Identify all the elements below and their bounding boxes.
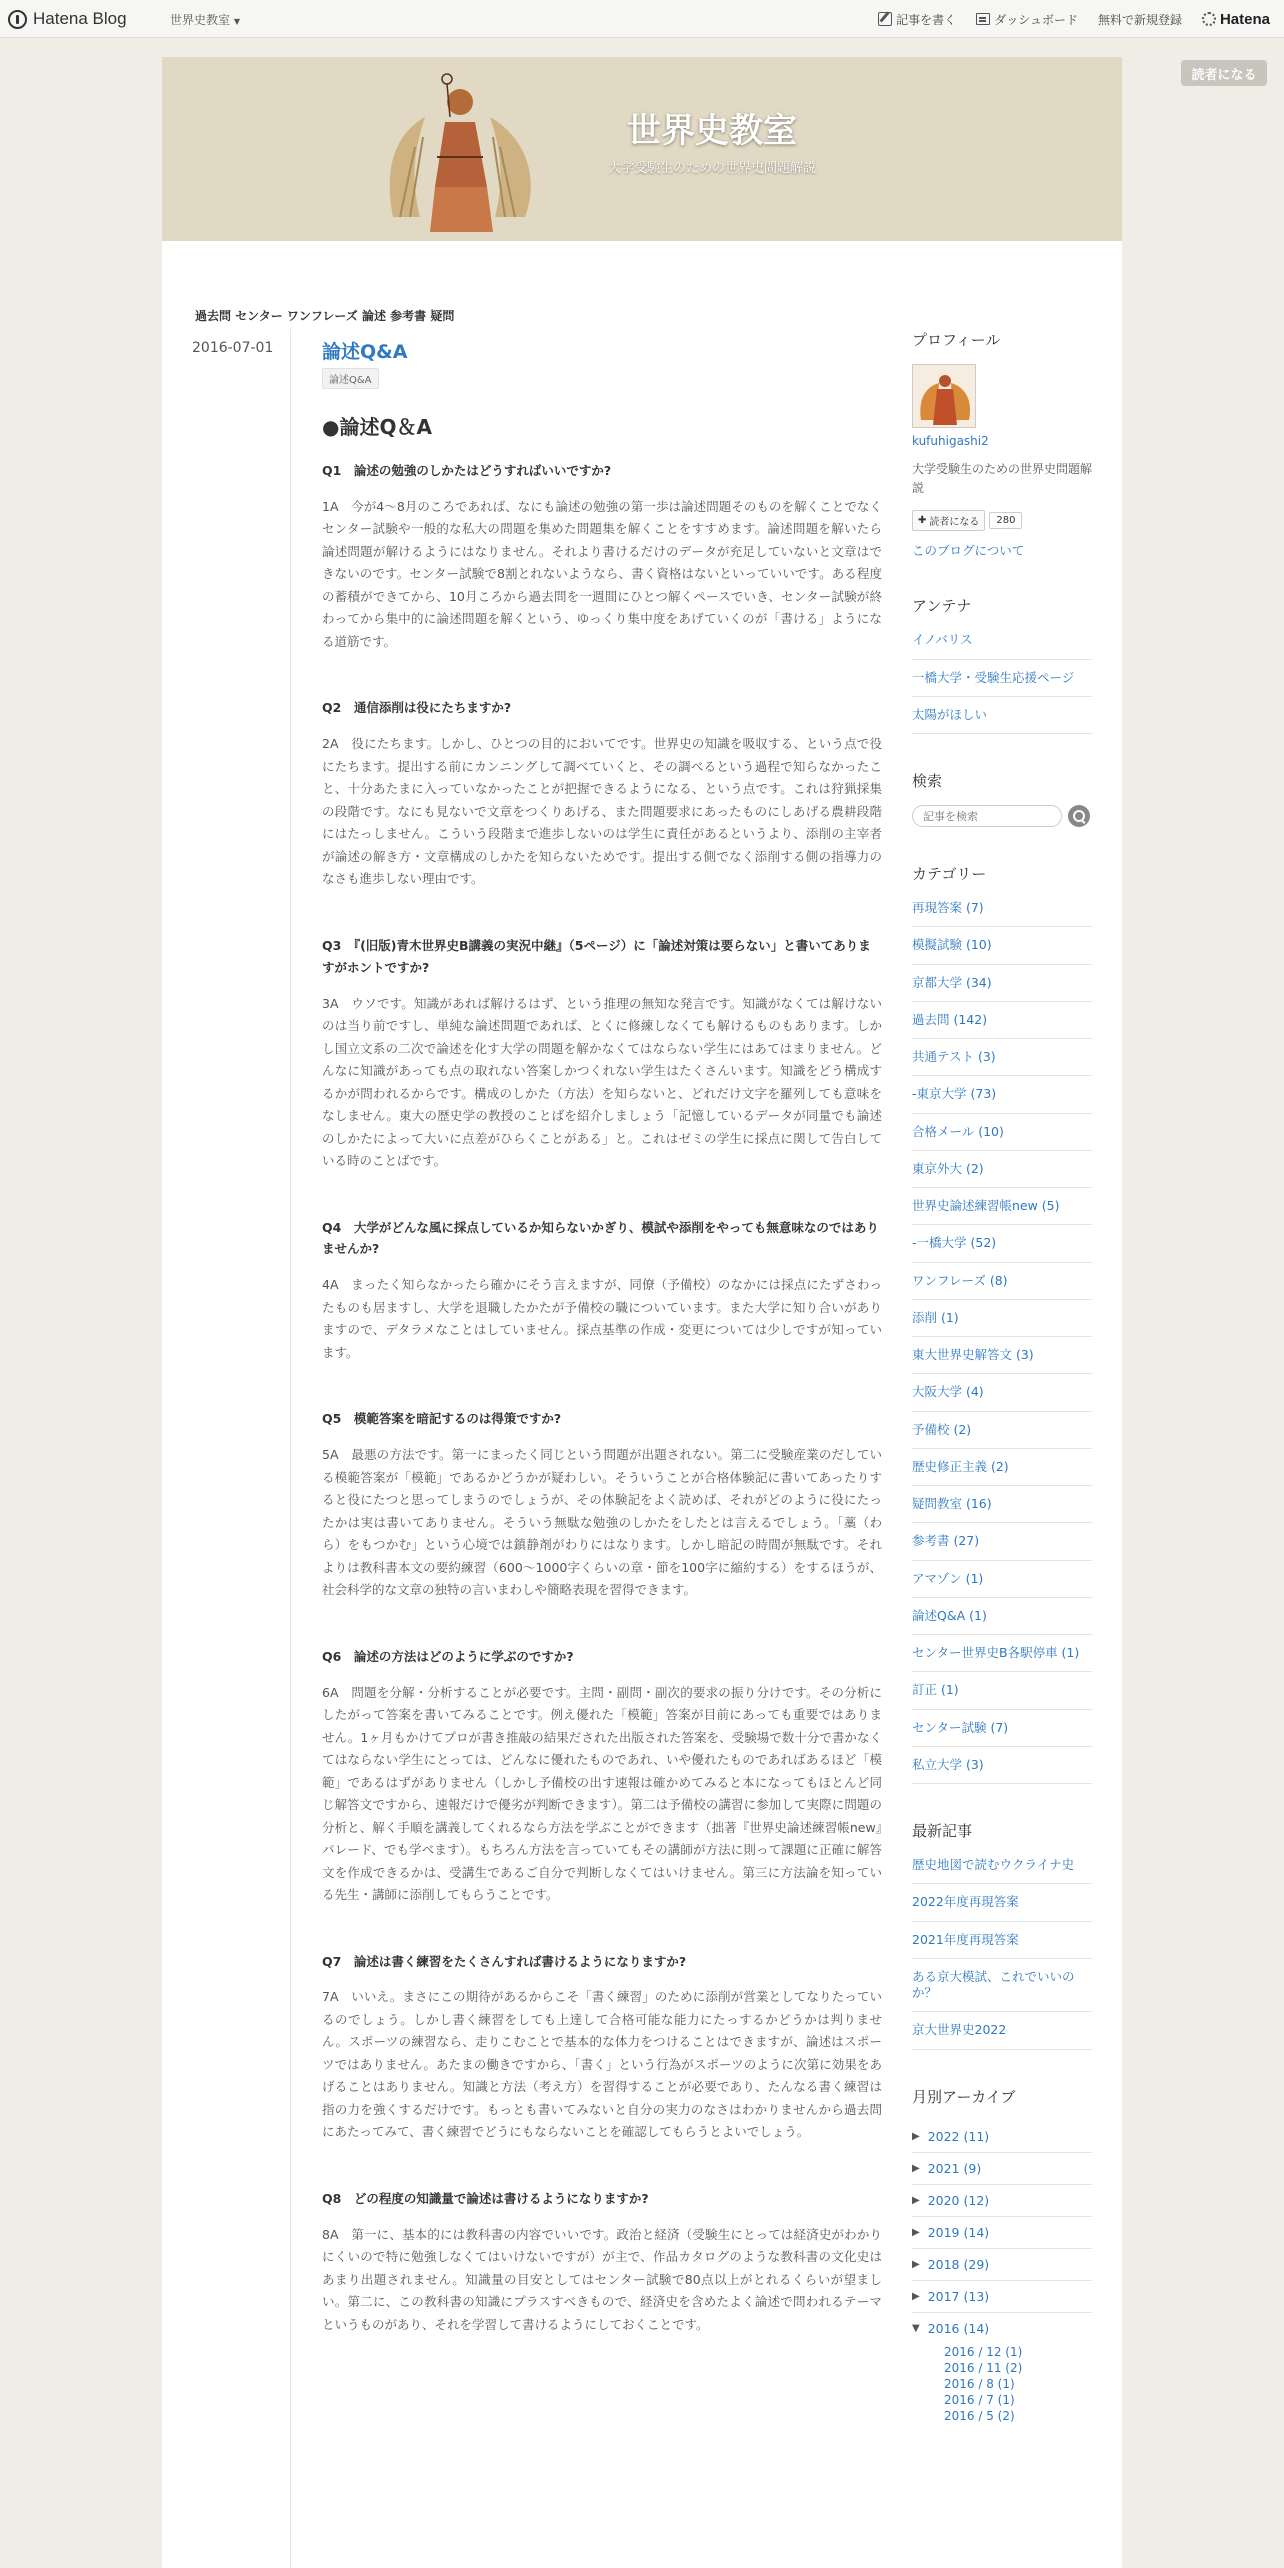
category-link[interactable]: センター世界史B各駅停車 (1) bbox=[912, 1635, 1092, 1672]
category-module bbox=[912, 863, 1092, 1784]
archive-year-link[interactable]: 2019 (14) bbox=[927, 2224, 990, 2240]
caret-down-icon: ▼ bbox=[233, 17, 240, 26]
category-link[interactable]: 添削 (1) bbox=[912, 1300, 1092, 1337]
collapse-toggle-icon[interactable]: ▼ bbox=[912, 2322, 920, 2334]
search-title: 検索 bbox=[912, 772, 943, 791]
archive-year-link[interactable]: 2021 (9) bbox=[927, 2160, 982, 2176]
question: Q6 論述の方法はどのように学ぶのですか? bbox=[322, 1648, 574, 1664]
entry-title[interactable]: 論述Q&A bbox=[322, 341, 408, 363]
archive-year-link[interactable]: 2018 (29) bbox=[927, 2256, 990, 2272]
archive-year[interactable] bbox=[912, 2217, 1092, 2249]
avatar[interactable] bbox=[912, 364, 976, 428]
entry-category-tag[interactable]: 論述Q&A bbox=[322, 368, 379, 389]
answer: 3A ウソです。知識があれば解けるはず、という推理の無知な発言です。知識がなくては解けないのは当り前ですし、単純な論述問題であれば、とくに修練しなくても解けるものもあります。しかし国立文系の二次で論述を化す大学の問題を解かなくてはならない学生にはあてはまりません。どんなに知識があっても点の取れない答案しかつくれない学生はたくさんいます。知識をどう構成するかが問われるからです。構成のしかた（方法）を知らないと、どれだけ文字を羅列しても意味をなしません。東大の歴史学の教授のことばを紹介しましょう「記憶しているデータが同量でも論述のしかたによって大いに点差がひらくことがある」と。これはゼミの学生に採点に関して告白している時のことばです。 bbox=[322, 995, 882, 1168]
sidebar bbox=[912, 329, 1092, 2460]
archive-month-link[interactable]: 2016 / 12 (1) bbox=[944, 2344, 1023, 2359]
hatena-blog-logo-icon bbox=[8, 10, 27, 29]
archive-module bbox=[912, 2086, 1092, 2424]
category-link[interactable]: 東大世界史解答文 (3) bbox=[912, 1337, 1092, 1374]
answer: 7A いいえ。まさにこの期待があるからこそ「書く練習」のために添削が営業としてなりたっているのでしょう。しかし書く練習をしても上達して合格可能な能力にたっするかどうかは判りません。スポーツの練習なら、走りこむことで基本的な体力をつけることはできますが、論述はスポーツではありません。あたまの働きですから、「書く」という行為がスポーツのように次第に効果をあげることはありません。知識と方法（考え方）を習得することが必要であり、たんなる書く練習は指の力を強くするだけです。もっとも書いてみないと自分の実力のなさはわかりませんから過去問にあたってみて、書く練習でどうにもならないことを確認してもらうとよいでしょう。 bbox=[322, 1989, 882, 2140]
category-link[interactable]: センター試験 (7) bbox=[912, 1710, 1092, 1747]
category-link[interactable]: 私立大学 (3) bbox=[912, 1747, 1092, 1784]
antenna-link[interactable]: 一橋大学・受験生応援ページ bbox=[912, 660, 1092, 697]
category-title: カテゴリー bbox=[912, 865, 987, 884]
hatena-menu[interactable] bbox=[1202, 11, 1270, 28]
archive-year[interactable] bbox=[912, 2313, 1092, 2344]
avatar-illustration bbox=[913, 365, 976, 428]
category-link[interactable]: 予備校 (2) bbox=[912, 1412, 1092, 1449]
recent-entry-link[interactable]: 歴史地図で読むウクライナ史 bbox=[912, 1855, 1092, 1884]
answer: 8A 第一に、基本的には教科書の内容でいいです。政治と経済（受験生にとっては経済史がわかりにくいので特に勉強しなくてはいけないですが）が主で、作品カタログのような教科書の文化史はあまり出題されません。知識量の目安としてはセンター試験で80点以上がとれるくらいが望ましい。第二に、この教科書の知識にプラスすべきもので、経済史を含めたよく論述で問われるテーマというものがあり、それを学習して書けるようにしておくことです。 bbox=[322, 2226, 882, 2332]
expand-toggle-icon[interactable]: ▶ bbox=[912, 2130, 920, 2142]
category-link[interactable]: 東京外大 (2) bbox=[912, 1151, 1092, 1188]
archive-year[interactable] bbox=[912, 2249, 1092, 2281]
category-link[interactable]: 京都大学 (34) bbox=[912, 965, 1092, 1002]
category-link[interactable]: -一橋大学 (52) bbox=[912, 1225, 1092, 1262]
profile-name[interactable]: kufuhigashi2 bbox=[912, 434, 989, 448]
expand-toggle-icon[interactable]: ▶ bbox=[912, 2194, 920, 2206]
category-link[interactable]: 訂正 (1) bbox=[912, 1672, 1092, 1709]
hatena-blog-logo[interactable] bbox=[8, 7, 127, 31]
profile-follow-button[interactable] bbox=[912, 510, 985, 531]
archive-month-link[interactable]: 2016 / 11 (2) bbox=[944, 2360, 1023, 2375]
archive-year-link[interactable]: 2020 (12) bbox=[927, 2192, 990, 2208]
search-module bbox=[912, 770, 1092, 827]
dashboard-link[interactable] bbox=[976, 11, 1078, 28]
question: Q5 模範答案を暗記するのは得策ですか? bbox=[322, 1411, 562, 1427]
answer: 4A まったく知らなかったら確かにそう言えますが、同僚（予備校）のなかには採点にたずさわったものも居ますし、大学を退職したかたが予備校の職についています。また大学に知り合いがありますので、デタラメなことはしていません。採点基準の作成・変更については少しですが知っています。 bbox=[322, 1277, 882, 1360]
signup-label: 無料で新規登録 bbox=[1097, 12, 1182, 27]
archive-title: 月別アーカイブ bbox=[912, 2087, 1016, 2106]
recent-title: 最新記事 bbox=[912, 1822, 973, 1841]
blog-selector-label: 世界史教室 bbox=[170, 13, 231, 27]
write-entry-link[interactable] bbox=[878, 11, 956, 28]
archive-year[interactable] bbox=[912, 2153, 1092, 2185]
blog-description: 大学受験生のための世界史問題解説 bbox=[607, 161, 816, 176]
profile-follow-label: 読者になる bbox=[929, 517, 980, 529]
archive-month-link[interactable]: 2016 / 8 (1) bbox=[944, 2376, 1015, 2391]
entry-date[interactable]: 2016-07-01 bbox=[192, 340, 274, 356]
expand-toggle-icon[interactable]: ▶ bbox=[912, 2290, 920, 2302]
profile-module bbox=[912, 329, 1092, 559]
answer: 5A 最悪の方法です。第一にまったく同じという問題が出題されない。第二に受験産業のだしている模範答案が「模範」であるかどうかが疑わしい。そういうことが合格体験記に書いてあったりすると役にたつと思ってしまうのでしょうが、その体験記をよく読めば、それがどのように役にたったかは実は書いてありません。そういう無駄な勉強のしかたをしたとは言えるでしょう。「藁（わら）をもつかむ」という心境では鎮静剤がわりにはなります。しかし暗記の時間が無駄です。それよりは教科書本文の要約練習（600〜1000字くらいの章・節を100字に縮約する）をするほうが、社会科学的な文章の独特の言いまわしや簡略表現を習得できます。 bbox=[322, 1447, 882, 1598]
category-link[interactable]: 再現答案 (7) bbox=[912, 898, 1092, 927]
category-link[interactable]: ワンフレーズ (8) bbox=[912, 1263, 1092, 1300]
signup-link[interactable] bbox=[1098, 11, 1182, 28]
blog-banner[interactable] bbox=[162, 57, 1122, 241]
expand-toggle-icon[interactable]: ▶ bbox=[912, 2226, 920, 2238]
category-link[interactable]: 世界史論述練習帳new (5) bbox=[912, 1188, 1092, 1225]
category-link[interactable]: -東京大学 (73) bbox=[912, 1076, 1092, 1113]
category-link[interactable]: 模擬試験 (10) bbox=[912, 927, 1092, 964]
archive-year-link[interactable]: 2016 (14) bbox=[927, 2320, 990, 2336]
expand-toggle-icon[interactable]: ▶ bbox=[912, 2162, 920, 2174]
search-icon[interactable] bbox=[1068, 805, 1090, 827]
question: Q1 論述の勉強のしかたはどうすればいいですか? bbox=[322, 463, 612, 478]
question: Q8 どの程度の知識量で論述は書けるようになりますか? bbox=[322, 2190, 649, 2206]
blog-selector[interactable] bbox=[170, 11, 240, 28]
archive-year-link[interactable]: 2017 (13) bbox=[927, 2288, 990, 2304]
profile-description: 大学受験生のための世界史問題解説 bbox=[912, 462, 1093, 496]
answer: 6A 問題を分解・分析することが必要です。主問・副問・副次的要求の振り分けです。その分析にしたがって答案を書いてみることです。例え優れた「模範」答案が目前にあっても重要ではありません。1ヶ月もかけてプロが書き推敲の結果だされた出版された答案を、受験場で数十分で書かなくてはならない学生にとっては、どんなに優れたものであれ、いや優れたものであればあるほど「模範」であるはずがありません（しかし予備校の出す速報は確かめてみると本になってもほとんど同じ解答文ですから、速報だけで優劣が判断できます）。第二は予備校の講習に参加して実際に問題の分析と、解く手順を講義してくれるなら方法を学ぶことができます（拙著『世界史論述練習帳new』パレード、でも学べます）。もちろん方法を言っていてもその講師が方法に則って課題に正確に解答文を作成できるかは、受講生であるご自分で判断しなくてはいけません。第三に方法論を知っている先生・講師に添削してもらうことです。 bbox=[322, 1684, 882, 1902]
date-divider bbox=[290, 329, 291, 2568]
question: Q7 論述は書く練習をたくさんすれば書けるようになりますか? bbox=[322, 1953, 687, 1969]
category-link[interactable]: 論述Q&A (1) bbox=[912, 1598, 1092, 1635]
category-link[interactable]: 疑問教室 (16) bbox=[912, 1486, 1092, 1523]
search-input[interactable] bbox=[912, 805, 1062, 827]
recent-entry-link[interactable]: 京大世界史2022 bbox=[912, 2012, 1092, 2049]
answer: 1A 今が4〜8月のころであれば、なにも論述の勉強の第一歩は論述問題そのものを解くことでなくセンター試験や一般的な私大の問題を集めた問題集を解くことをすすめます。論述問題を解いたら論述問題が解けるようにはなりません。それより書けるだけのデータが充足していないと文章はできないのです。センター試験で8割とれないようなら、書く資格はないといっていいです。ある程度の蓄積ができてから、10月ころから過去問を一週間にひとつ解くペースでいき、センター試験が終わってから集中的に論述問題を解くという、ゆっくり集中度をあげていくのが「書ける」ようになる道筋です。 bbox=[322, 498, 882, 649]
plus-icon: ✚ bbox=[918, 515, 927, 527]
archive-year[interactable] bbox=[912, 2185, 1092, 2217]
question: Q2 通信添削は役にたちますか? bbox=[322, 700, 512, 716]
category-link[interactable]: 大阪大学 (4) bbox=[912, 1374, 1092, 1411]
entry-article bbox=[322, 337, 882, 2380]
archive-month-link[interactable]: 2016 / 7 (1) bbox=[944, 2392, 1015, 2407]
follower-count[interactable]: 280 bbox=[989, 512, 1022, 529]
category-line[interactable]: 過去問 センター ワンフレーズ 論述 参考書 疑問 bbox=[195, 309, 455, 323]
follow-button-top[interactable]: 読者になる bbox=[1181, 60, 1267, 86]
banner-illustration bbox=[375, 67, 545, 241]
entry-heading: ●論述Q＆A bbox=[322, 415, 432, 439]
category-link[interactable]: アマゾン (1) bbox=[912, 1561, 1092, 1598]
hatena-label: Hatena bbox=[1219, 10, 1270, 28]
category-link[interactable]: 過去問 (142) bbox=[912, 1002, 1092, 1039]
antenna-link[interactable]: 太陽がほしい bbox=[912, 697, 1092, 734]
profile-title: プロフィール bbox=[912, 331, 1001, 349]
dashboard-icon bbox=[976, 13, 990, 25]
dashboard-label: ダッシュボード bbox=[994, 12, 1078, 27]
question: Q3 『(旧版)青木世界史B講義の実況中継』（5ページ）に「論述対策は要らない」と書いてありますがホントですか? bbox=[322, 937, 871, 975]
recent-entries-module bbox=[912, 1820, 1092, 2050]
antenna-link[interactable]: イノバリス bbox=[912, 630, 1092, 659]
category-link[interactable]: 歴史修正主義 (2) bbox=[912, 1449, 1092, 1486]
recent-entry-link[interactable]: 2022年度再現答案 bbox=[912, 1884, 1092, 1921]
recent-entry-link[interactable]: 2021年度再現答案 bbox=[912, 1922, 1092, 1959]
antenna-title: アンテナ bbox=[912, 597, 972, 616]
expand-toggle-icon[interactable]: ▶ bbox=[912, 2258, 920, 2270]
category-link[interactable]: 合格メール (10) bbox=[912, 1114, 1092, 1151]
archive-year[interactable] bbox=[912, 2121, 1092, 2153]
content-area bbox=[162, 241, 1122, 2568]
category-link[interactable]: 共通テスト (3) bbox=[912, 1039, 1092, 1076]
category-link[interactable]: 参考書 (27) bbox=[912, 1523, 1092, 1560]
blog-title[interactable]: 世界史教室 bbox=[627, 111, 797, 151]
hatena-gear-icon bbox=[1202, 12, 1216, 26]
archive-year-link[interactable]: 2022 (11) bbox=[927, 2128, 990, 2144]
question: Q4 大学がどんな風に採点しているか知らないかぎり、模試や添削をやっても無意味なのではありませんか? bbox=[322, 1219, 879, 1257]
antenna-module bbox=[912, 595, 1092, 734]
about-blog-link[interactable]: このブログについて bbox=[912, 543, 1025, 559]
answer: 2A 役にたちます。しかし、ひとつの目的においてです。世界史の知識を吸収する、という点で役にたちます。提出する前にカンニングして調べていくと、その調べるという過程で知らなかったこと、十分あたまに入っていなかったことが把握できるようになる、という点です。これは狩猟採集の段階です。なにも見ないで文章をつくりあげる、また問題要求にあったものにしあげる農耕段階にはたっしません。こういう段階まで進歩しないのは学生に責任があるというより、添削の主宰者が論述の解き方・文章構成のしかたを知らないためです。提出する側でなく添削する側の指導力のなさも進歩しない理由です。 bbox=[322, 736, 882, 887]
archive-year[interactable] bbox=[912, 2281, 1092, 2313]
global-header bbox=[0, 0, 1284, 38]
write-entry-label: 記事を書く bbox=[896, 12, 957, 27]
recent-entry-link[interactable]: ある京大模試、これでいいのか？ bbox=[912, 1959, 1092, 2013]
logo-text: Hatena Blog bbox=[33, 9, 127, 28]
archive-month-link[interactable]: 2016 / 5 (2) bbox=[944, 2408, 1015, 2423]
pen-icon bbox=[878, 12, 892, 26]
